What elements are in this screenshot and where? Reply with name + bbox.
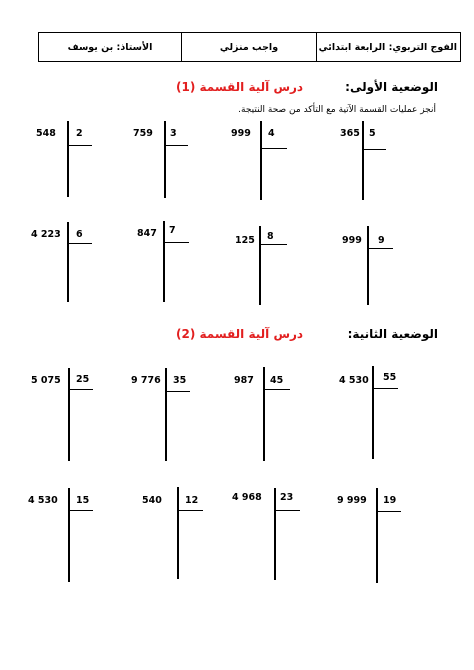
division-vertical-bar [68, 368, 70, 461]
division-horizontal-bar [372, 388, 398, 389]
dividend: 9 999 [337, 495, 367, 506]
divisor: 55 [383, 372, 397, 383]
division-vertical-bar [263, 367, 265, 461]
situation1-lesson: درس آلية القسمة (1) [176, 80, 304, 94]
division-horizontal-bar [260, 148, 287, 149]
dividend: 540 [142, 495, 162, 506]
division-vertical-bar [67, 121, 69, 197]
divisor: 8 [267, 231, 274, 242]
dividend: 548 [36, 128, 56, 139]
situation2-title: الوضعية الثانية: [347, 327, 438, 341]
division-vertical-bar [367, 226, 369, 305]
division-vertical-bar [274, 488, 276, 580]
dividend: 4 223 [31, 229, 61, 240]
division-horizontal-bar [68, 510, 93, 511]
division-horizontal-bar [362, 149, 386, 150]
situation1-title: الوضعية الأولى: [345, 80, 438, 94]
divisor: 2 [76, 128, 83, 139]
division-vertical-bar [164, 121, 166, 198]
division-horizontal-bar [259, 244, 287, 245]
division-horizontal-bar [165, 391, 190, 392]
dividend: 125 [235, 235, 255, 246]
divisor: 6 [76, 229, 83, 240]
division-horizontal-bar [263, 389, 290, 390]
division-vertical-bar [163, 221, 165, 302]
division-vertical-bar [362, 121, 364, 200]
division-horizontal-bar [163, 242, 189, 243]
situation1-instruction: أنجز عمليات القسمة الآتية مع التأكد من صحة النتيجة. [238, 105, 436, 115]
class-level-cell: الفوج التربوي: الرابعة ابتدائي [317, 33, 461, 62]
dividend: 4 530 [28, 495, 58, 506]
division-horizontal-bar [376, 511, 401, 512]
division-vertical-bar [260, 121, 262, 200]
situation2-lesson: درس آلية القسمة (2) [176, 327, 304, 341]
divisor: 35 [173, 375, 187, 386]
division-horizontal-bar [164, 145, 188, 146]
dividend: 847 [137, 228, 157, 239]
division-vertical-bar [372, 366, 374, 459]
division-horizontal-bar [67, 145, 92, 146]
division-vertical-bar [165, 368, 167, 461]
division-vertical-bar [259, 226, 261, 305]
division-horizontal-bar [68, 389, 93, 390]
dividend: 759 [133, 128, 153, 139]
division-horizontal-bar [274, 510, 300, 511]
divisor: 15 [76, 495, 90, 506]
dividend: 9 776 [131, 375, 161, 386]
dividend: 365 [340, 128, 360, 139]
divisor: 19 [383, 495, 397, 506]
dividend: 5 075 [31, 375, 61, 386]
division-vertical-bar [376, 488, 378, 583]
divisor: 3 [170, 128, 177, 139]
header-table [38, 32, 461, 62]
dividend: 987 [234, 375, 254, 386]
divisor: 23 [280, 492, 294, 503]
teacher-cell: الأستاذ: بن يوسف [39, 33, 182, 62]
divisor: 7 [169, 225, 176, 236]
divisor: 4 [268, 128, 275, 139]
dividend: 999 [342, 235, 362, 246]
division-vertical-bar [67, 222, 69, 302]
divisor: 45 [270, 375, 284, 386]
division-horizontal-bar [177, 510, 203, 511]
division-horizontal-bar [367, 248, 393, 249]
divisor: 9 [378, 235, 385, 246]
dividend: 4 530 [339, 375, 369, 386]
assignment-cell: واجب منزلي [182, 33, 317, 62]
divisor: 5 [369, 128, 376, 139]
dividend: 4 968 [232, 492, 262, 503]
divisor: 25 [76, 374, 90, 385]
division-vertical-bar [177, 487, 179, 579]
division-vertical-bar [68, 488, 70, 582]
dividend: 999 [231, 128, 251, 139]
division-horizontal-bar [67, 243, 92, 244]
divisor: 12 [185, 495, 199, 506]
